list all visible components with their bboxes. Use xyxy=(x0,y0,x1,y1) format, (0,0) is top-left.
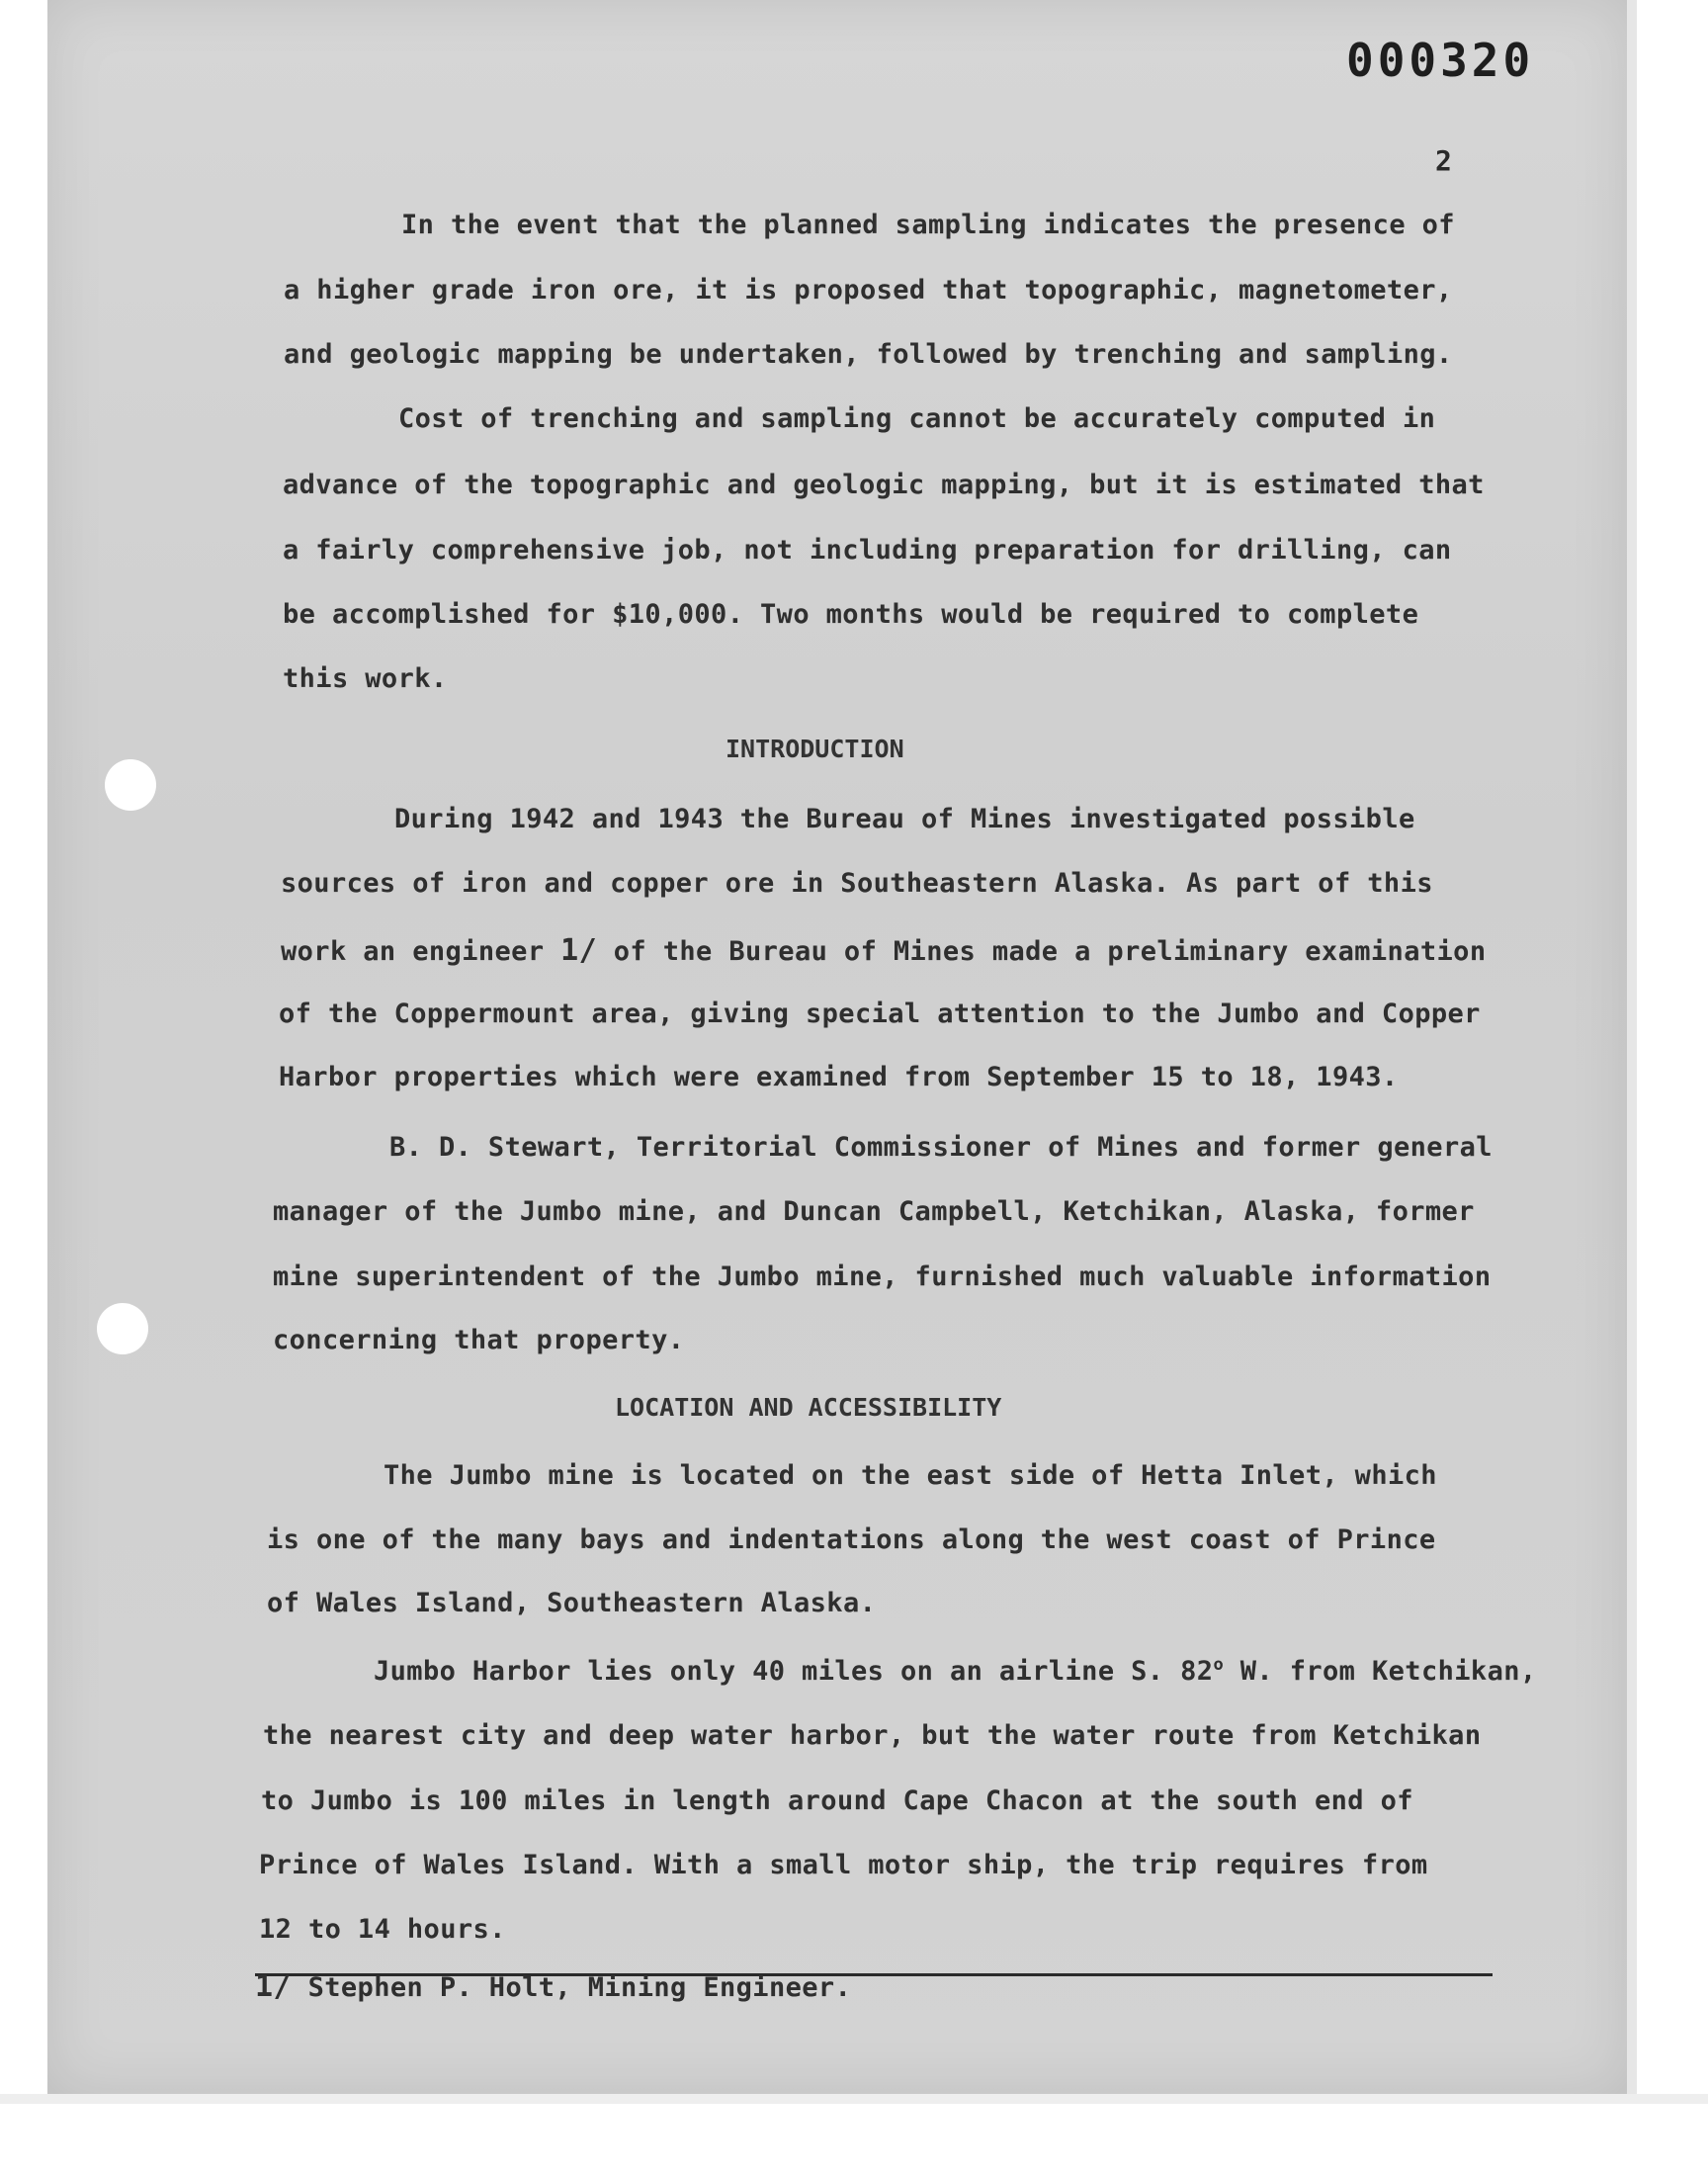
footnote-marker: 1/ xyxy=(560,933,598,968)
paragraph-line: mine superintendent of the Jumbo mine, furnished much valuable information xyxy=(273,1262,1492,1292)
document-page xyxy=(47,0,1627,2094)
paragraph-line: a higher grade iron ore, it is proposed that topographic, magnetometer, xyxy=(284,275,1453,305)
paragraph-line: of the Coppermount area, giving special attention to the Jumbo and Copper xyxy=(279,999,1481,1029)
paragraph-line xyxy=(281,933,1486,968)
footnote-marker: 1/ xyxy=(255,1969,292,2004)
punch-hole-bottom xyxy=(97,1303,148,1354)
paragraph-line: the nearest city and deep water harbor, but the water route from Ketchikan xyxy=(263,1720,1482,1751)
section-heading-introduction: INTRODUCTION xyxy=(726,735,904,763)
paragraph-line: Prince of Wales Island. With a small motor ship, the trip requires from xyxy=(259,1850,1428,1880)
paragraph-line: advance of the topographic and geologic mapping, but it is estimated that xyxy=(283,470,1485,500)
paragraph-line: concerning that property. xyxy=(273,1325,685,1355)
paragraph-line: and geologic mapping be undertaken, followed by trenching and sampling. xyxy=(284,339,1453,370)
document-number: 000320 xyxy=(1346,34,1535,87)
text-segment: Jumbo Harbor lies only 40 miles on an airline S. 82 xyxy=(374,1656,1214,1687)
text-segment: work an engineer xyxy=(281,936,561,967)
paragraph-line: B. D. Stewart, Territorial Commissioner of Mines and former general xyxy=(389,1132,1493,1163)
section-heading-location: LOCATION AND ACCESSIBILITY xyxy=(615,1393,1002,1422)
paragraph-line: sources of iron and copper ore in Southeastern Alaska. As part of this xyxy=(281,868,1433,899)
paragraph-line: of Wales Island, Southeastern Alaska. xyxy=(267,1588,877,1618)
paragraph-line: to Jumbo is 100 miles in length around Cape Chacon at the south end of xyxy=(261,1785,1413,1816)
paragraph-line: a fairly comprehensive job, not including preparation for drilling, can xyxy=(283,535,1452,566)
degree-symbol: o xyxy=(1213,1655,1225,1675)
page-number: 2 xyxy=(1435,144,1452,177)
scan-border xyxy=(0,2094,1708,2104)
paragraph-line: Cost of trenching and sampling cannot be accurately computed in xyxy=(398,403,1436,434)
footnote-text: Stephen P. Holt, Mining Engineer. xyxy=(291,1972,852,2003)
text-segment: W. from Ketchikan, xyxy=(1224,1656,1537,1687)
paragraph-line: During 1942 and 1943 the Bureau of Mines investigated possible xyxy=(394,804,1415,834)
footnote xyxy=(255,1969,851,2004)
paragraph-line: Harbor properties which were examined from September 15 to 18, 1943. xyxy=(279,1062,1399,1092)
text-segment: of the Bureau of Mines made a preliminary examination xyxy=(597,936,1487,967)
punch-hole-top xyxy=(105,759,156,811)
paragraph-line: be accomplished for $10,000. Two months would be required to complete xyxy=(283,599,1419,630)
paragraph-line: In the event that the planned sampling indicates the presence of xyxy=(401,210,1455,240)
paragraph-line xyxy=(374,1656,1537,1687)
paragraph-line: The Jumbo mine is located on the east side of Hetta Inlet, which xyxy=(384,1460,1437,1491)
paragraph-line: is one of the many bays and indentations along the west coast of Prince xyxy=(267,1524,1436,1555)
paragraph-line: this work. xyxy=(283,663,448,694)
paragraph-line: 12 to 14 hours. xyxy=(259,1914,506,1945)
page-edge xyxy=(1627,0,1637,2094)
paragraph-line: manager of the Jumbo mine, and Duncan Campbell, Ketchikan, Alaska, former xyxy=(273,1196,1475,1227)
